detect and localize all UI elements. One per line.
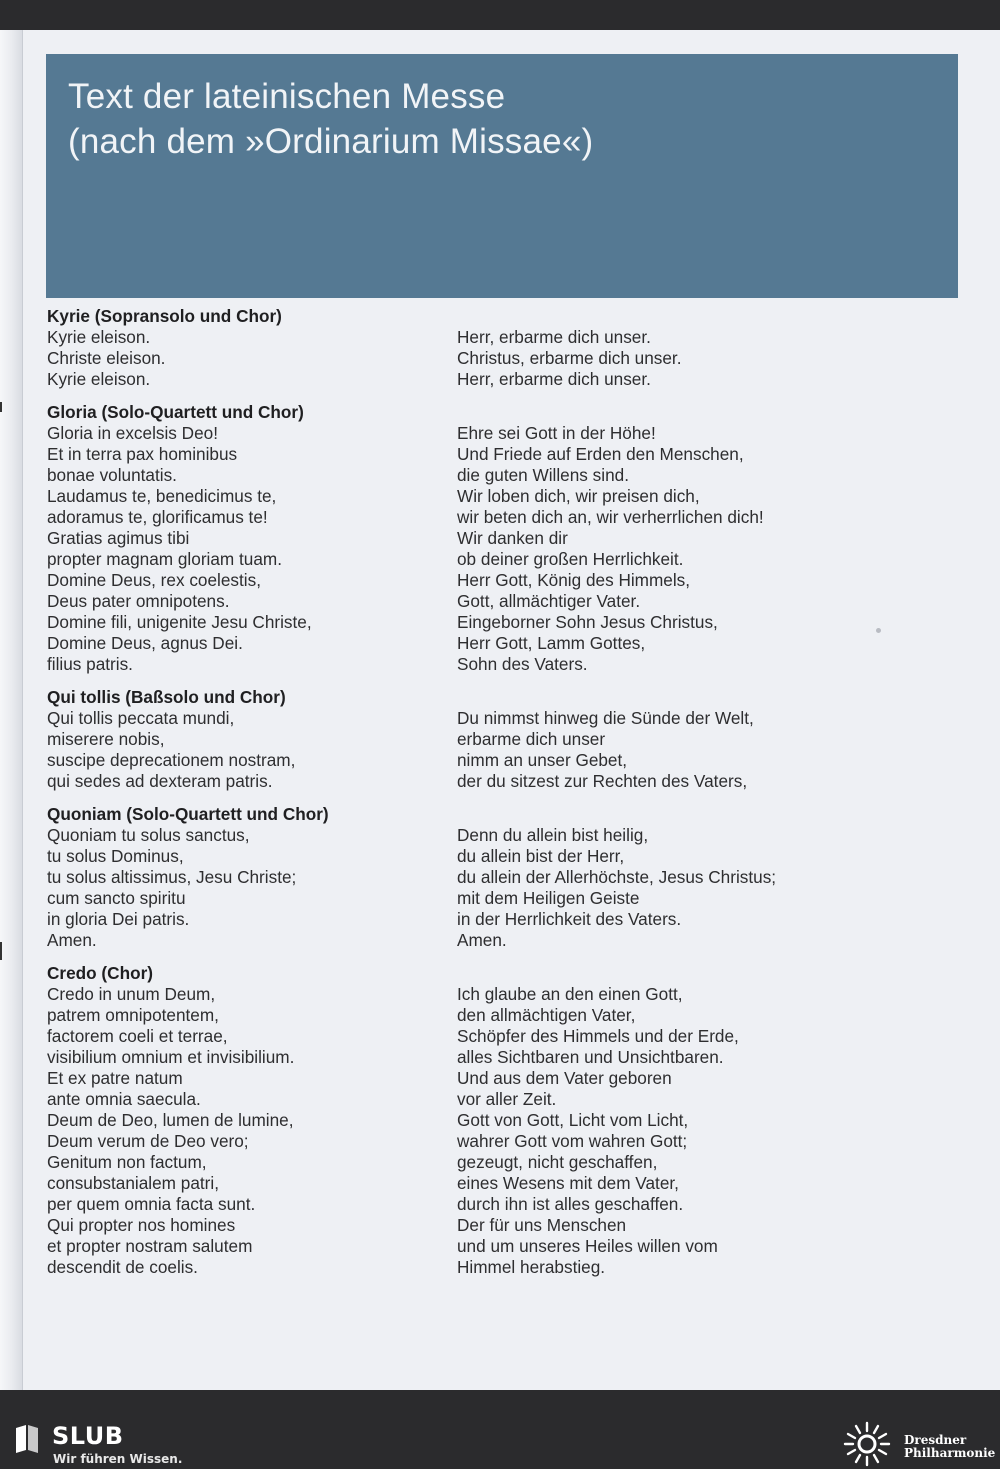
latin-text-line: Qui tollis peccata mundi,: [47, 708, 235, 728]
section-gap: [47, 390, 447, 402]
german-text-line: alles Sichtbaren und Unsichtbaren.: [457, 1047, 724, 1067]
paper-speck: [876, 628, 881, 633]
latin-text-line: Et in terra pax hominibus: [47, 444, 238, 464]
german-text-line: erbarme dich unser: [457, 729, 606, 749]
latin-text-line: descendit de coelis.: [47, 1257, 198, 1277]
german-text-line: gezeugt, nicht geschaffen,: [457, 1152, 658, 1172]
german-text-line: Christus, erbarme dich unser.: [457, 348, 682, 368]
german-text-line: eines Wesens mit dem Vater,: [457, 1173, 679, 1193]
philharmonie-logo-line-2: Philharmonie: [904, 1446, 996, 1460]
philharmonie-logo-text: [904, 1434, 995, 1460]
page-title-line-2: (nach dem »Ordinarium Missae«): [68, 122, 594, 161]
section-latin: [47, 804, 447, 951]
german-text-line: Herr Gott, Lamm Gottes,: [457, 633, 646, 653]
latin-text-line: Quoniam tu solus sanctus,: [47, 825, 250, 845]
latin-text-line: Gloria in excelsis Deo!: [47, 423, 218, 443]
german-text-line: Wir danken dir: [457, 528, 568, 548]
german-text-line: Gott von Gott, Licht vom Licht,: [457, 1110, 689, 1130]
section-heading: Kyrie (Sopransolo und Chor): [47, 306, 282, 326]
latin-text-line: Domine fili, unigenite Jesu Christe,: [47, 612, 312, 632]
section-heading: Credo (Chor): [47, 963, 153, 983]
latin-text-line: Domine Deus, rex coelestis,: [47, 570, 261, 590]
footer-bar: [0, 1418, 1000, 1469]
german-text-line: in der Herrlichkeit des Vaters.: [457, 909, 682, 929]
german-text-line: und um unseres Heiles willen vom: [457, 1236, 718, 1256]
german-text-line: Himmel herabstieg.: [457, 1257, 606, 1277]
section-latin: [47, 963, 447, 1278]
title-banner: [46, 54, 958, 298]
section-heading: Gloria (Solo-Quartett und Chor): [47, 402, 304, 422]
latin-text-line: Et ex patre natum: [47, 1068, 183, 1088]
german-text-line: Herr, erbarme dich unser.: [457, 327, 651, 347]
german-text-line: nimm an unser Gebet,: [457, 750, 628, 770]
latin-text-line: patrem omnipotentem,: [47, 1005, 219, 1025]
section-gap: [457, 792, 877, 804]
spine-mark: [0, 402, 2, 412]
latin-text-line: Credo in unum Deum,: [47, 984, 216, 1004]
spine-mark: [0, 942, 2, 960]
page-spine: [0, 30, 23, 1390]
german-text-line: Amen.: [457, 930, 507, 950]
latin-text-line: filius patris.: [47, 654, 133, 674]
section-german: [457, 402, 877, 675]
latin-text-line: Kyrie eleison.: [47, 369, 151, 389]
page-title-line-1: Text der lateinischen Messe: [68, 77, 506, 116]
latin-text-line: ante omnia saecula.: [47, 1089, 201, 1109]
latin-text-line: factorem coeli et terrae,: [47, 1026, 228, 1046]
latin-text-line: tu solus altissimus, Jesu Christe;: [47, 867, 297, 887]
latin-text-line: Deus pater omnipotens.: [47, 591, 230, 611]
slub-tagline: Wir führen Wissen.: [53, 1452, 183, 1466]
latin-text-line: cum sancto spiritu: [47, 888, 186, 908]
slub-book-icon: [14, 1424, 40, 1454]
latin-text-line: Qui propter nos homines: [47, 1215, 236, 1235]
latin-text-line: Gratias agimus tibi: [47, 528, 190, 548]
german-text-line: Herr, erbarme dich unser.: [457, 369, 651, 389]
german-text-line: vor aller Zeit.: [457, 1089, 557, 1109]
latin-text-line: visibilium omnium et invisibilium.: [47, 1047, 295, 1067]
german-text-line: Wir loben dich, wir preisen dich,: [457, 486, 700, 506]
latin-text-line: tu solus Dominus,: [47, 846, 184, 866]
section-gap: [457, 390, 877, 402]
section-german: [457, 687, 877, 792]
german-text-line: Ich glaube an den einen Gott,: [457, 984, 683, 1004]
german-text-line: den allmächtigen Vater,: [457, 1005, 636, 1025]
slub-logo-text: SLUB: [52, 1422, 124, 1450]
latin-text-line: Amen.: [47, 930, 97, 950]
german-text-line: Du nimmst hinweg die Sünde der Welt,: [457, 708, 754, 728]
philharmonie-logo-line-1: Dresdner: [904, 1433, 967, 1447]
latin-text-line: Laudamus te, benedicimus te,: [47, 486, 277, 506]
german-text-line: durch ihn ist alles geschaffen.: [457, 1194, 684, 1214]
latin-text-line: suscipe deprecationem nostram,: [47, 750, 296, 770]
section-gap: [457, 951, 877, 963]
latin-text-line: miserere nobis,: [47, 729, 165, 749]
section-heading: Quoniam (Solo-Quartett und Chor): [47, 804, 329, 824]
section-german: [457, 804, 877, 951]
latin-text-line: per quem omnia facta sunt.: [47, 1194, 256, 1214]
section-gap: [47, 675, 447, 687]
german-text-line: Schöpfer des Himmels und der Erde,: [457, 1026, 739, 1046]
german-text-line: die guten Willens sind.: [457, 465, 629, 485]
latin-text-line: Deum de Deo, lumen de lumine,: [47, 1110, 294, 1130]
german-text-line: Gott, allmächtiger Vater.: [457, 591, 641, 611]
german-text-line: Sohn des Vaters.: [457, 654, 588, 674]
german-translation-column: [457, 306, 877, 1278]
latin-text-line: in gloria Dei patris.: [47, 909, 190, 929]
latin-text-line: consubstanialem patri,: [47, 1173, 219, 1193]
section-latin: [47, 687, 447, 792]
latin-text-line: qui sedes ad dexteram patris.: [47, 771, 273, 791]
german-text-line: Denn du allein bist heilig,: [457, 825, 649, 845]
german-text-line: Der für uns Menschen: [457, 1215, 627, 1235]
section-german: [457, 963, 877, 1278]
german-text-line: ob deiner großen Herrlichkeit.: [457, 549, 684, 569]
german-text-line: mit dem Heiligen Geiste: [457, 888, 640, 908]
german-text-line: Eingeborner Sohn Jesus Christus,: [457, 612, 718, 632]
latin-text-line: et propter nostram salutem: [47, 1236, 253, 1256]
german-text-line: wahrer Gott vom wahren Gott;: [457, 1131, 688, 1151]
latin-text-line: Deum verum de Deo vero;: [47, 1131, 249, 1151]
latin-text-column: [47, 306, 447, 1278]
german-text-line: wir beten dich an, wir verherrlichen dich!: [457, 507, 764, 527]
latin-text-line: Kyrie eleison.: [47, 327, 151, 347]
latin-text-line: Domine Deus, agnus Dei.: [47, 633, 243, 653]
german-text-line: du allein der Allerhöchste, Jesus Christus;: [457, 867, 777, 887]
section-gap: [457, 675, 877, 687]
section-gap: [47, 792, 447, 804]
latin-text-line: Christe eleison.: [47, 348, 166, 368]
philharmonie-sunburst-icon: [842, 1420, 892, 1468]
section-latin: [47, 306, 447, 390]
section-latin: [47, 402, 447, 675]
german-text-line: Und aus dem Vater geboren: [457, 1068, 672, 1088]
latin-text-line: bonae voluntatis.: [47, 465, 177, 485]
latin-text-line: adoramus te, glorificamus te!: [47, 507, 268, 527]
section-gap: [47, 951, 447, 963]
german-text-line: Und Friede auf Erden den Menschen,: [457, 444, 744, 464]
latin-text-line: Genitum non factum,: [47, 1152, 207, 1172]
section-german: [457, 306, 877, 390]
section-heading: Qui tollis (Baßsolo und Chor): [47, 687, 286, 707]
german-text-line: Ehre sei Gott in der Höhe!: [457, 423, 656, 443]
page-title: [68, 74, 593, 164]
german-text-line: du allein bist der Herr,: [457, 846, 625, 866]
german-text-line: der du sitzest zur Rechten des Vaters,: [457, 771, 748, 791]
latin-text-line: propter magnam gloriam tuam.: [47, 549, 282, 569]
german-text-line: Herr Gott, König des Himmels,: [457, 570, 691, 590]
